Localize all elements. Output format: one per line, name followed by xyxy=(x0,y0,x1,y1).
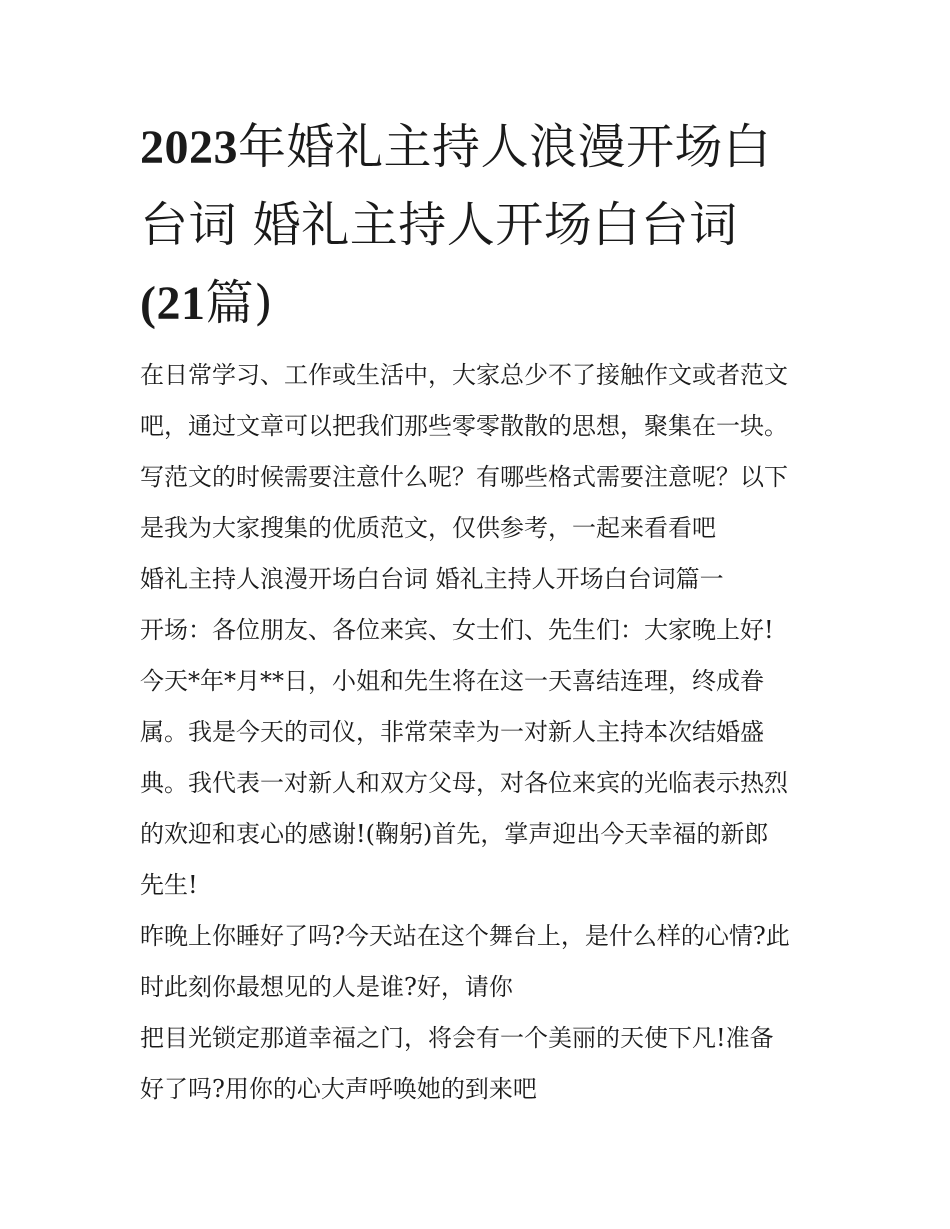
text-line: 写范文的时候需要注意什么呢？有哪些格式需要注意呢？以下 xyxy=(140,463,788,491)
section-heading xyxy=(140,554,830,605)
question-paragraph xyxy=(140,911,830,1013)
title-year: 2023 xyxy=(140,121,238,174)
title-line-1 xyxy=(140,108,830,186)
title-text-3: 篇) xyxy=(205,275,274,331)
text-line: 是我为大家搜集的优质范文，仅供参考，一起来看看吧 xyxy=(140,514,716,542)
text-line: 典。我代表一对新人和双方父母，对各位来宾的光临表示热烈 xyxy=(140,769,788,797)
title-count: 21 xyxy=(156,277,206,330)
text-line: 先生! xyxy=(140,871,198,899)
opening-paragraph xyxy=(140,605,830,911)
title-text-2: 台词 婚礼主持人开场白台词 xyxy=(140,197,738,253)
text-line: 在日常学习、工作或生活中，大家总少不了接触作文或者范文 xyxy=(140,361,788,389)
document-body xyxy=(140,350,830,1115)
text-line: 昨晚上你睡好了吗?今天站在这个舞台上，是什么样的心情?此 xyxy=(140,922,790,950)
text-line: 时此刻你最想见的人是谁?好，请你 xyxy=(140,973,513,1001)
text-line: 属。我是今天的司仪，非常荣幸为一对新人主持本次结婚盛 xyxy=(140,718,764,746)
closing-paragraph xyxy=(140,1013,830,1115)
text-line: 吧，通过文章可以把我们那些零零散散的思想，聚集在一块。 xyxy=(140,412,788,440)
title-line-2 xyxy=(140,186,830,264)
intro-paragraph xyxy=(140,350,830,554)
title-text-1: 年婚礼主持人浪漫开场白 xyxy=(238,119,772,175)
title-open-paren: ( xyxy=(140,277,157,330)
text-line: 好了吗?用你的心大声呼唤她的到来吧 xyxy=(140,1075,537,1103)
text-line: 开场：各位朋友、各位来宾、女士们、先生们：大家晚上好! xyxy=(140,616,774,644)
text-line: 的欢迎和衷心的感谢!(鞠躬)首先，掌声迎出今天幸福的新郎 xyxy=(140,820,769,848)
text-line: 婚礼主持人浪漫开场白台词 婚礼主持人开场白台词篇一 xyxy=(140,565,724,593)
text-line: 今天*年*月**日，小姐和先生将在这一天喜结连理，终成眷 xyxy=(140,667,764,695)
text-line: 把目光锁定那道幸福之门，将会有一个美丽的天使下凡!准备 xyxy=(140,1024,774,1052)
title-line-3 xyxy=(140,264,830,342)
document-title xyxy=(140,108,830,342)
